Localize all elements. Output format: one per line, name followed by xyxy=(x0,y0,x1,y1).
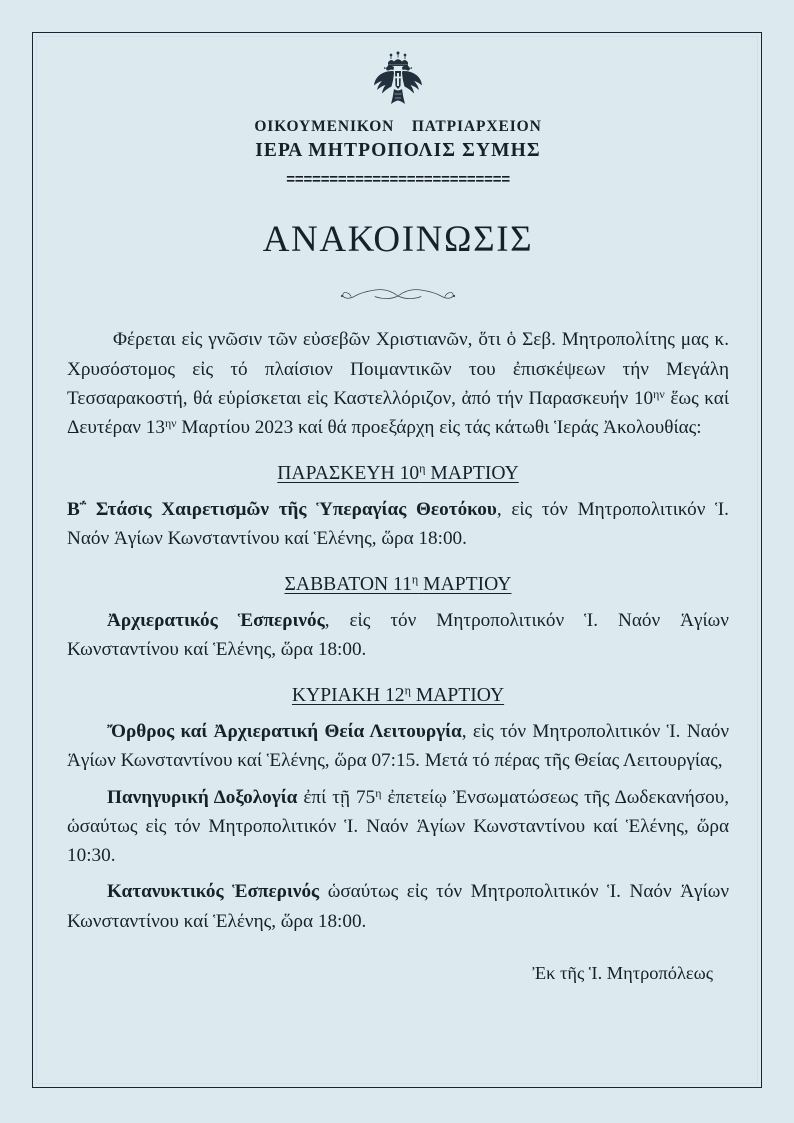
intro-ordinal-2: ην xyxy=(164,415,177,430)
service-name: Ὄρθρος καί Ἀρχιερατική Θεία Λειτουργία xyxy=(107,720,462,742)
intro-text-part-2: ἕως καί Δευτέραν 13 xyxy=(67,387,730,439)
date-heading-prefix: ΣΑΒΒΑΤΟΝ 11 xyxy=(284,574,412,596)
intro-ordinal-1: ην xyxy=(653,386,665,401)
service-details: , εἰς τόν Μητροπολιτικόν Ἱ. Ναόν Ἁγίων Κωνσταντίνου καί Ἑλένης, ὥρα 18:00. xyxy=(67,498,729,550)
calligraphic-flourish-icon xyxy=(332,285,464,305)
announcement-sheet xyxy=(33,33,763,1089)
date-heading-prefix: ΠΑΡΑΣΚΕΥΗ 10 xyxy=(277,463,420,485)
date-heading-ordinal: η xyxy=(404,684,411,699)
masthead xyxy=(67,49,729,188)
service-name: Πανηγυρική Δοξολογία xyxy=(107,786,298,808)
service-details-a: ἐπί τῇ 75 xyxy=(297,786,376,808)
intro-text-part-1: Φέρεται εἰς γνῶσιν τῶν εὐσεβῶν Χριστιανῶν, ὅτι ὁ Σεβ. Μητροπολίτης μας κ. Χρυσόστομος εἰς τό πλαίσιον Ποιμαντικῶν του ἐπισκέψεων τήν Μεγάλη Τεσσαρακοστή, θά εὑρίσκεται εἰς Καστελλόριζον, ἀπό τήν Παρασκευήν 10 xyxy=(67,329,729,409)
header-divider: ========================== xyxy=(286,172,510,188)
intro-paragraph xyxy=(67,325,729,442)
service-entry xyxy=(67,495,729,554)
service-entry xyxy=(67,606,729,665)
page-title: ΑΝΑΚΟΙΝΩΣΙΣ xyxy=(262,218,534,260)
date-heading-saturday xyxy=(67,573,729,597)
date-heading-ordinal: η xyxy=(419,462,426,477)
service-details-b: ἐπετείῳ Ἐνσωματώσεως τῆς Δωδεκανήσου, ὡσαύτως εἰς τόν Μητροπολιτικόν Ἱ. Ναόν Ἁγίων Κωνσταντίνου καί Ἑλένης, ὥρα 10:30. xyxy=(67,786,730,867)
date-heading-suffix: ΜΑΡΤΙΟΥ xyxy=(418,574,512,596)
service-entry xyxy=(67,877,729,936)
service-details: , εἰς τόν Μητροπολιτικόν Ἱ. Ναόν Ἁγίων Κωνσταντίνου καί Ἑλένης, ὥρα 18:00. xyxy=(67,609,729,661)
signature-line: Ἐκ τῆς Ἱ. Μητροπόλεως xyxy=(532,962,713,983)
date-heading-sunday xyxy=(67,684,729,708)
service-name: Ἀρχιερατικός Ἑσπερινός xyxy=(107,609,325,631)
service-entry xyxy=(67,783,729,871)
date-heading-ordinal: η xyxy=(411,573,419,588)
date-heading-prefix: ΚΥΡΙΑΚΗ 12 xyxy=(291,685,405,707)
service-entry xyxy=(67,717,729,776)
service-details: ὡσαύτως εἰς τόν Μητροπολιτικόν Ἱ. Ναόν Ἁγίων Κωνσταντίνου καί Ἑλένης, ὥρα 18:00. xyxy=(67,881,730,932)
service-details: , εἰς τόν Μητροπολιτικόν Ἱ. Ναόν Ἁγίων Κωνσταντίνου καί Ἑλένης, ὥρα 07:15. Μετά τό πέρας τῆς Θείας Λειτουργίας, xyxy=(67,720,729,772)
page-border-frame xyxy=(32,32,762,1088)
intro-text-part-3: Μαρτίου 2023 καί θά προεξάρχη εἰς τάς κάτωθι Ἱεράς Ἀκολουθίας: xyxy=(176,417,702,439)
metropolis-name: ΙΕΡΑ ΜΗΤΡΟΠΟΛΙΣ ΣΥΜΗΣ xyxy=(255,140,541,162)
double-headed-eagle-crown-icon xyxy=(369,49,427,111)
date-heading-friday xyxy=(67,462,729,486)
service-name: Κατανυκτικός Ἑσπερινός xyxy=(107,881,320,903)
date-heading-suffix: ΜΑΡΤΙΟΥ xyxy=(410,685,505,707)
date-heading-suffix: ΜΑΡΤΙΟΥ xyxy=(425,463,519,485)
organization-name: ΟΙΚΟΥΜΕΝΙΚΟΝ ΠΑΤΡΙΑΡΧΕΙΟΝ xyxy=(254,118,542,135)
service-name: Β΅ Στάσις Χαιρετισμῶν τῆς Ὑπεραγίας Θεοτόκου xyxy=(67,498,497,520)
anniversary-ordinal: η xyxy=(375,785,382,800)
